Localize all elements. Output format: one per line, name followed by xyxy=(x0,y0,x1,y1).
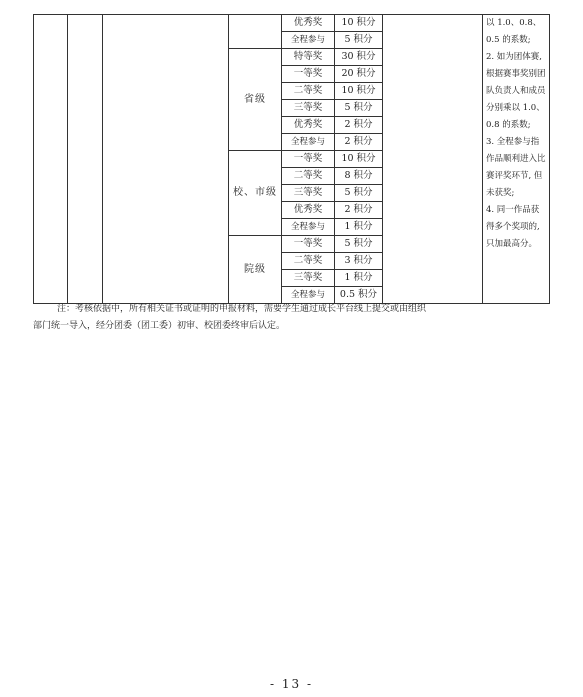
points-cell: 10 积分 xyxy=(335,151,383,168)
award-cell: 全程参与 xyxy=(282,287,335,304)
score-table xyxy=(33,14,550,304)
page-number: - 13 - xyxy=(269,677,313,691)
table-cell-empty xyxy=(34,15,68,304)
award-cell: 三等奖 xyxy=(282,100,335,117)
table-cell-empty xyxy=(383,15,483,304)
points-cell: 2 积分 xyxy=(335,202,383,219)
award-cell: 一等奖 xyxy=(282,66,335,83)
award-cell: 二等奖 xyxy=(282,83,335,100)
points-cell: 20 积分 xyxy=(335,66,383,83)
notes-cell xyxy=(483,15,550,304)
award-cell: 一等奖 xyxy=(282,236,335,253)
points-cell: 8 积分 xyxy=(335,168,383,185)
footnote xyxy=(33,301,537,335)
award-cell: 优秀奖 xyxy=(282,15,335,32)
award-cell: 一等奖 xyxy=(282,151,335,168)
points-cell: 5 积分 xyxy=(335,236,383,253)
points-cell: 1 积分 xyxy=(335,270,383,287)
award-cell: 全程参与 xyxy=(282,134,335,151)
level-cell-school-city: 校、市级 xyxy=(229,151,282,236)
points-cell: 10 积分 xyxy=(335,15,383,32)
points-cell: 5 积分 xyxy=(335,32,383,49)
award-cell: 二等奖 xyxy=(282,253,335,270)
footnote-line: 注：考核依据中，所有相关证书或证明的申报材料，需要学生通过成长平台线上提交或由组织 xyxy=(57,304,427,314)
points-cell: 2 积分 xyxy=(335,117,383,134)
points-cell: 10 积分 xyxy=(335,83,383,100)
points-cell: 3 积分 xyxy=(335,253,383,270)
award-cell: 三等奖 xyxy=(282,185,335,202)
note-item: 以 1.0、0.8、0.5 的系数; xyxy=(486,18,542,45)
footnote-line: 部门统一导入，经分团委（团工委）初审、校团委终审后认定。 xyxy=(33,321,286,331)
level-cell-college: 院级 xyxy=(229,236,282,304)
note-item: 3. 全程参与指作品顺利进入比赛评奖环节, 但未获奖; xyxy=(486,137,546,198)
award-cell: 全程参与 xyxy=(282,32,335,49)
award-cell: 优秀奖 xyxy=(282,202,335,219)
award-cell: 全程参与 xyxy=(282,219,335,236)
level-cell-provincial: 省级 xyxy=(229,49,282,151)
points-cell: 30 积分 xyxy=(335,49,383,66)
points-cell: 1 积分 xyxy=(335,219,383,236)
points-cell: 0.5 积分 xyxy=(335,287,383,304)
award-cell: 优秀奖 xyxy=(282,117,335,134)
award-cell: 特等奖 xyxy=(282,49,335,66)
note-item: 2. 如为团体赛, 根据赛事奖别团队负责人和成员分别乘以 1.0、0.8 的系数; xyxy=(486,52,546,130)
note-item: 4. 同一作品获得多个奖项的, 只加最高分。 xyxy=(486,205,540,249)
points-cell: 2 积分 xyxy=(335,134,383,151)
points-cell: 5 积分 xyxy=(335,100,383,117)
table-cell-level xyxy=(229,15,282,49)
table-cell-empty xyxy=(103,15,229,304)
table-row xyxy=(34,15,550,32)
points-cell: 5 积分 xyxy=(335,185,383,202)
award-cell: 二等奖 xyxy=(282,168,335,185)
award-cell: 三等奖 xyxy=(282,270,335,287)
table-cell-empty xyxy=(68,15,103,304)
